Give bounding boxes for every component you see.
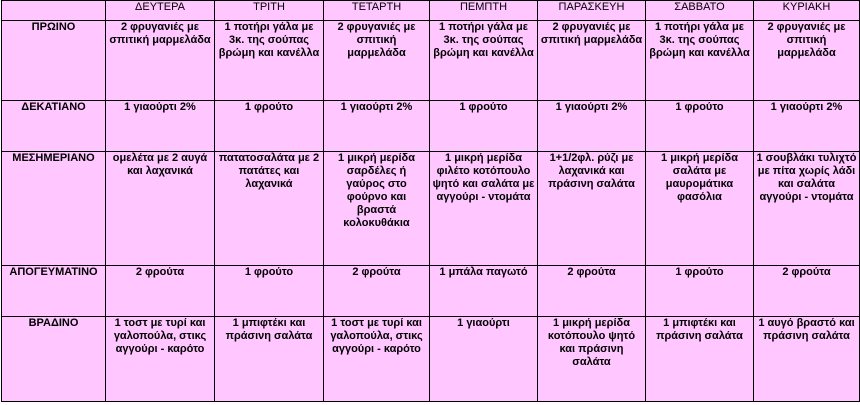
- day-header-monday: ΔΕΥΤΕΡΑ: [106, 1, 215, 21]
- meal-cell: 1 φρούτο: [646, 101, 754, 152]
- meal-cell: 1 μικρή μερίδα σαλάτα με μαυρομάτικα φασόλια: [646, 152, 754, 266]
- weekly-meal-plan-table: [1, 0, 860, 402]
- day-header-wednesday: ΤΕΤΑΡΤΗ: [324, 1, 430, 21]
- meal-cell: 2 φρυγανιές με σπιτική μαρμελάδα: [106, 21, 215, 101]
- meal-label-lunch: ΜΕΣΗΜΕΡΙΑΝΟ: [2, 152, 106, 266]
- day-header-tuesday: ΤΡΙΤΗ: [215, 1, 324, 21]
- table-row-afternoon-snack: [2, 266, 860, 317]
- meal-label-afternoon-snack: ΑΠΟΓΕΥΜΑΤΙΝΟ: [2, 266, 106, 317]
- header-row: [2, 1, 860, 21]
- meal-cell: 1 ποτήρι γάλα με 3κ. της σούπας βρώμη και κανέλλα: [646, 21, 754, 101]
- meal-cell: 1 μπάλα παγωτό: [430, 266, 538, 317]
- meal-cell: 1 γιαούρτι 2%: [754, 101, 860, 152]
- meal-cell: 1 τοστ με τυρί και γαλοπούλα, στικς αγγούρι - καρότο: [324, 317, 430, 402]
- meal-cell: 2 φρυγανιές με σπιτική μαρμελάδα: [754, 21, 860, 101]
- table-row-dinner: [2, 317, 860, 402]
- meal-cell: 2 φρυγανιές με σπιτική μαρμελάδα: [324, 21, 430, 101]
- meal-cell: 2 φρούτα: [324, 266, 430, 317]
- table-row-lunch: [2, 152, 860, 266]
- meal-cell: 1 μικρή μερίδα σαρδέλες ή γαύρος στο φούρνο και βραστά κολοκυθάκια: [324, 152, 430, 266]
- meal-cell: 1 μικρή μερίδα φιλέτο κοτόπουλο ψητό και σαλάτα με αγγούρι - ντομάτα: [430, 152, 538, 266]
- meal-label-breakfast: ΠΡΩΙΝΟ: [2, 21, 106, 101]
- meal-cell: 1 φρούτο: [215, 101, 324, 152]
- meal-cell: 1 σουβλάκι τυλιχτό με πίτα χωρίς λάδι και σαλάτα αγγούρι - ντομάτα: [754, 152, 860, 266]
- table-row-breakfast: [2, 21, 860, 101]
- meal-cell: 1 γιαούρτι 2%: [106, 101, 215, 152]
- meal-cell: 1 ποτήρι γάλα με 3κ. της σούπας βρώμη και κανέλλα: [215, 21, 324, 101]
- meal-cell: 2 φρούτα: [754, 266, 860, 317]
- meal-cell: 1 αυγό βραστό και πράσινη σαλάτα: [754, 317, 860, 402]
- meal-cell: 1 μπιφτέκι και πράσινη σαλάτα: [215, 317, 324, 402]
- meal-label-dinner: ΒΡΑΔΙΝΟ: [2, 317, 106, 402]
- meal-cell: 2 φρούτα: [538, 266, 646, 317]
- meal-cell: 1 φρούτο: [215, 266, 324, 317]
- meal-cell: 1+1/2φλ. ρύζι με λαχανικά και πράσινη σαλάτα: [538, 152, 646, 266]
- day-header-saturday: ΣΑΒΒΑΤΟ: [646, 1, 754, 21]
- meal-cell: 1 μικρή μερίδα κοτόπουλο ψητό και πράσινη σαλάτα: [538, 317, 646, 402]
- table-row-morning-snack: [2, 101, 860, 152]
- meal-cell: 1 γιαούρτι: [430, 317, 538, 402]
- meal-label-morning-snack: ΔΕΚΑΤΙΑΝΟ: [2, 101, 106, 152]
- meal-cell: 2 φρούτα: [106, 266, 215, 317]
- meal-cell: 1 γιαούρτι 2%: [538, 101, 646, 152]
- meal-cell: ομελέτα με 2 αυγά και λαχανικά: [106, 152, 215, 266]
- meal-cell: 1 τοστ με τυρί και γαλοπούλα, στικς αγγούρι - καρότο: [106, 317, 215, 402]
- day-header-thursday: ΠΕΜΠΤΗ: [430, 1, 538, 21]
- day-header-sunday: ΚΥΡΙΑΚΗ: [754, 1, 860, 21]
- meal-cell: 1 ποτήρι γάλα με 3κ. της σούπας βρώμη και κανέλλα: [430, 21, 538, 101]
- meal-cell: 1 μπιφτέκι και πράσινη σαλάτα: [646, 317, 754, 402]
- meal-cell: πατατοσαλάτα με 2 πατάτες και λαχανικά: [215, 152, 324, 266]
- meal-cell: 2 φρυγανιές με σπιτική μαρμελάδα: [538, 21, 646, 101]
- meal-cell: 1 φρούτο: [430, 101, 538, 152]
- corner-cell: [2, 1, 106, 21]
- day-header-friday: ΠΑΡΑΣΚΕΥΗ: [538, 1, 646, 21]
- meal-cell: 1 γιαούρτι 2%: [324, 101, 430, 152]
- meal-cell: 1 φρούτο: [646, 266, 754, 317]
